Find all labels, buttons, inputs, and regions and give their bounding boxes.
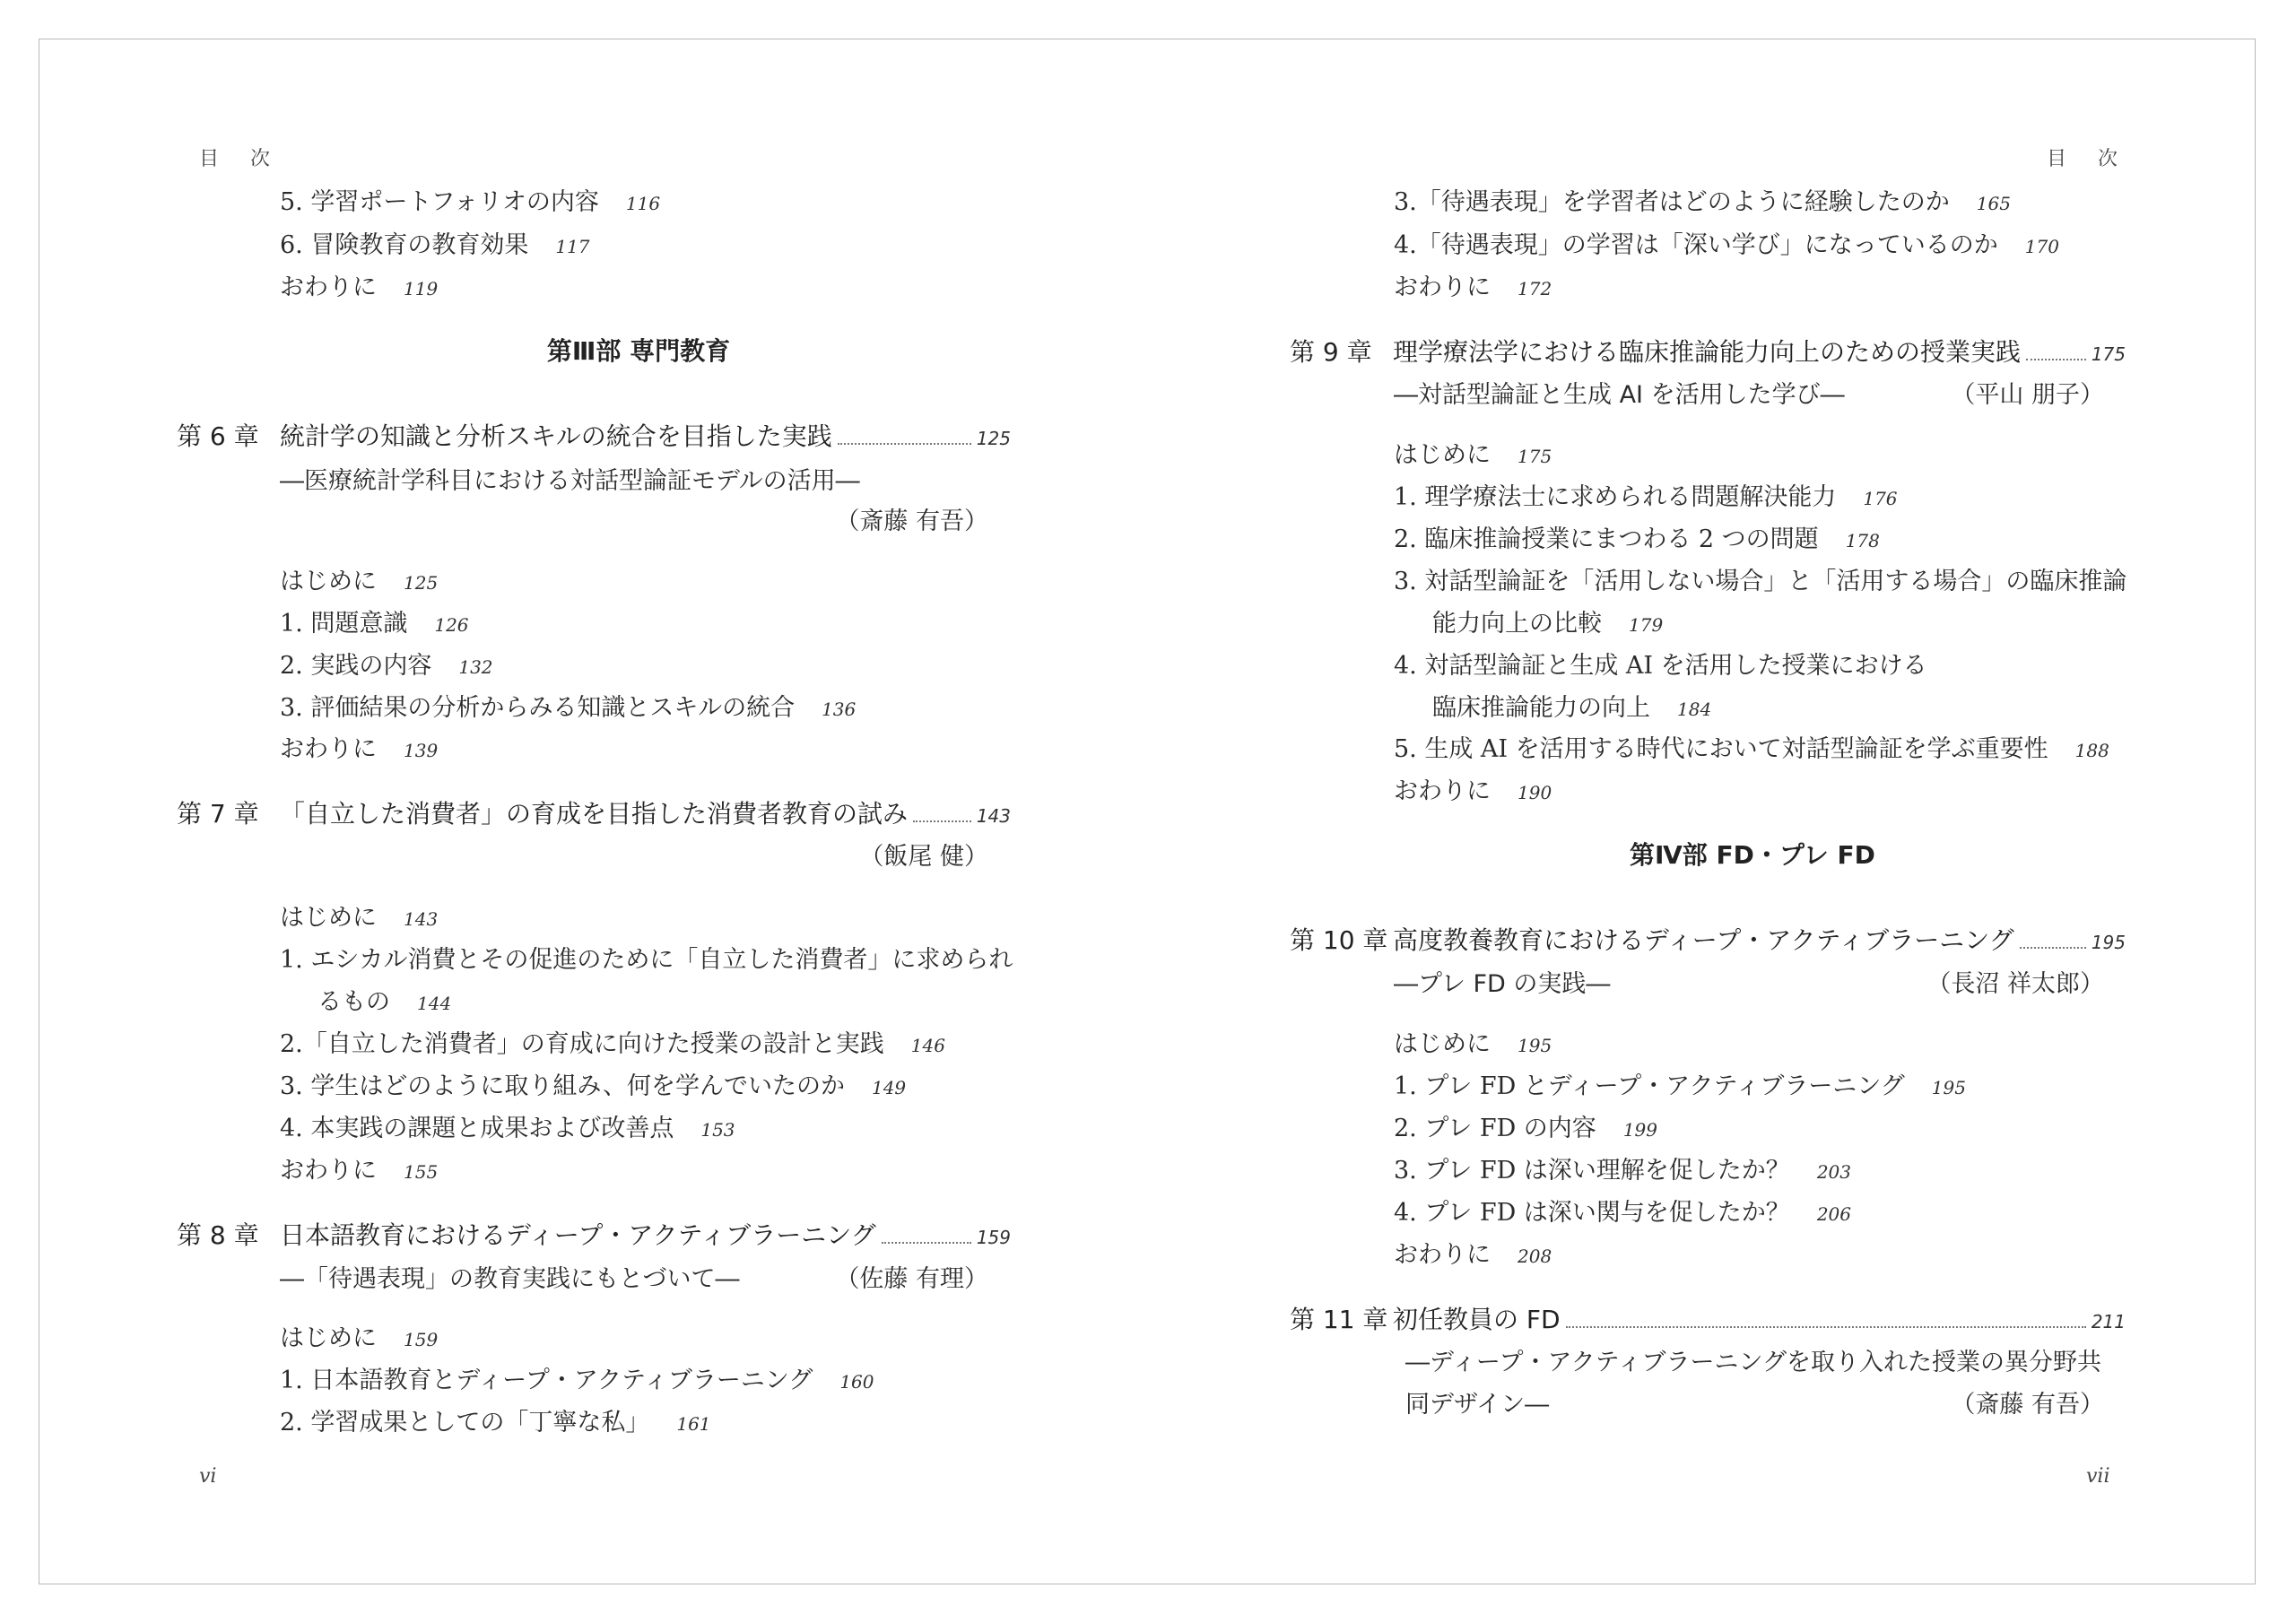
toc-item[interactable]: 1. プレ FD とディープ・アクティブラーニング 195 bbox=[1394, 1072, 1966, 1100]
part-4-heading: 第Ⅳ部 FD・プレ FD bbox=[1630, 840, 1875, 870]
toc-item[interactable]: 6. 冒険教育の教育効果 117 bbox=[280, 231, 590, 259]
toc-item[interactable]: 1. 理学療法士に求められる問題解決能力 176 bbox=[1394, 483, 1898, 511]
toc-item[interactable]: 3. 学生はどのように取り組み、何を学んでいたのか 149 bbox=[280, 1072, 907, 1100]
chapter-11-author: （斎藤 有吾） bbox=[1951, 1391, 2104, 1419]
chapter-6-heading[interactable]: 第 6 章 統計学の知識と分析スキルの統合を目指した実践 125 bbox=[177, 421, 1011, 451]
toc-item[interactable]: はじめに 195 bbox=[1394, 1030, 1552, 1058]
header-left: 目 次 bbox=[199, 148, 283, 170]
toc-item[interactable]: 能力向上の比較 179 bbox=[1432, 610, 1664, 638]
toc-item[interactable]: 2. プレ FD の内容 199 bbox=[1394, 1115, 1657, 1142]
toc-item[interactable]: はじめに 175 bbox=[1394, 441, 1552, 469]
chapter-9-subtitle: ―対話型論証と生成 AI を活用した学び― bbox=[1394, 381, 1845, 409]
folio-right: vii bbox=[2086, 1465, 2110, 1488]
toc-item[interactable]: 1. エシカル消費とその促進のために「自立した消費者」に求められ bbox=[280, 946, 1013, 974]
chapter-9-author: （平山 朋子） bbox=[1951, 381, 2104, 409]
toc-item[interactable]: おわりに 155 bbox=[280, 1157, 439, 1185]
chapter-6-author: （斎藤 有吾） bbox=[835, 508, 988, 535]
toc-item[interactable]: 4. 本実践の課題と成果および改善点 153 bbox=[280, 1115, 735, 1142]
toc-item[interactable]: おわりに 119 bbox=[280, 273, 439, 301]
toc-item[interactable]: 5. 生成 AI を活用する時代において対話型論証を学ぶ重要性 188 bbox=[1394, 735, 2109, 763]
toc-item[interactable]: 5. 学習ポートフォリオの内容 116 bbox=[280, 188, 661, 216]
folio-left: vi bbox=[199, 1465, 217, 1488]
toc-item[interactable]: 2. 実践の内容 132 bbox=[280, 652, 493, 680]
chapter-10-heading[interactable]: 第 10 章 高度教養教育におけるディープ・アクティブラーニング 195 bbox=[1290, 925, 2126, 955]
toc-item[interactable]: おわりに 172 bbox=[1394, 273, 1552, 301]
chapter-11-heading[interactable]: 第 11 章 初任教員の FD 211 bbox=[1290, 1305, 2126, 1334]
toc-item[interactable]: 4.「待遇表現」の学習は「深い学び」になっているのか 170 bbox=[1394, 231, 2059, 259]
toc-item[interactable]: るもの 144 bbox=[317, 988, 452, 1016]
toc-item[interactable]: 3. 評価結果の分析からみる知識とスキルの統合 136 bbox=[280, 694, 857, 722]
toc-item[interactable]: 3. 対話型論証を「活用しない場合」と「活用する場合」の臨床推論 bbox=[1394, 568, 2127, 595]
toc-item[interactable]: はじめに 125 bbox=[280, 568, 439, 595]
toc-item[interactable]: 臨床推論能力の向上 184 bbox=[1432, 694, 1712, 722]
chapter-10-author: （長沼 祥太郎） bbox=[1926, 970, 2104, 998]
toc-item[interactable]: 4. 対話型論証と生成 AI を活用した授業における bbox=[1394, 652, 1927, 680]
part-3-heading: 第Ⅲ部 専門教育 bbox=[546, 336, 731, 366]
toc-item[interactable]: 2. 臨床推論授業にまつわる 2 つの問題 178 bbox=[1394, 525, 1880, 553]
chapter-11-subtitle-line2: 同デザイン― bbox=[1405, 1391, 1550, 1419]
chapter-8-author: （佐藤 有理） bbox=[835, 1265, 988, 1293]
chapter-8-subtitle: ―「待遇表現」の教育実践にもとづいて― bbox=[280, 1265, 740, 1293]
toc-item[interactable]: はじめに 159 bbox=[280, 1324, 439, 1352]
toc-item[interactable]: はじめに 143 bbox=[280, 904, 439, 932]
toc-item[interactable]: 3. プレ FD は深い理解を促したか？ 203 bbox=[1394, 1157, 1851, 1185]
toc-item[interactable]: おわりに 139 bbox=[280, 735, 439, 763]
toc-item[interactable]: 1. 問題意識 126 bbox=[280, 610, 469, 638]
toc-item[interactable]: おわりに 208 bbox=[1394, 1241, 1552, 1269]
toc-item[interactable]: おわりに 190 bbox=[1394, 777, 1552, 805]
toc-item[interactable]: 4. プレ FD は深い関与を促したか？ 206 bbox=[1394, 1199, 1851, 1227]
chapter-6-subtitle: ―医療統計学科目における対話型論証モデルの活用― bbox=[280, 467, 860, 495]
toc-item[interactable]: 2.「自立した消費者」の育成に向けた授業の設計と実践 146 bbox=[280, 1030, 945, 1058]
chapter-10-subtitle: ―プレ FD の実践― bbox=[1394, 970, 1611, 998]
toc-item[interactable]: 3.「待遇表現」を学習者はどのように経験したのか 165 bbox=[1394, 188, 2011, 216]
chapter-7-heading[interactable]: 第 7 章 「自立した消費者」の育成を目指した消費者教育の試み 143 bbox=[177, 799, 1011, 829]
chapter-11-subtitle-line1: ―ディープ・アクティブラーニングを取り入れた授業の異分野共 bbox=[1405, 1349, 2101, 1376]
chapter-8-heading[interactable]: 第 8 章 日本語教育におけるディープ・アクティブラーニング 159 bbox=[177, 1220, 1011, 1250]
chapter-9-heading[interactable]: 第 9 章 理学療法学における臨床推論能力向上のための授業実践 175 bbox=[1290, 337, 2126, 367]
chapter-7-author: （飯尾 健） bbox=[859, 843, 988, 871]
header-right: 目 次 bbox=[2047, 148, 2130, 170]
toc-item[interactable]: 2. 学習成果としての「丁寧な私」 161 bbox=[280, 1409, 711, 1436]
toc-item[interactable]: 1. 日本語教育とディープ・アクティブラーニング 160 bbox=[280, 1367, 874, 1394]
